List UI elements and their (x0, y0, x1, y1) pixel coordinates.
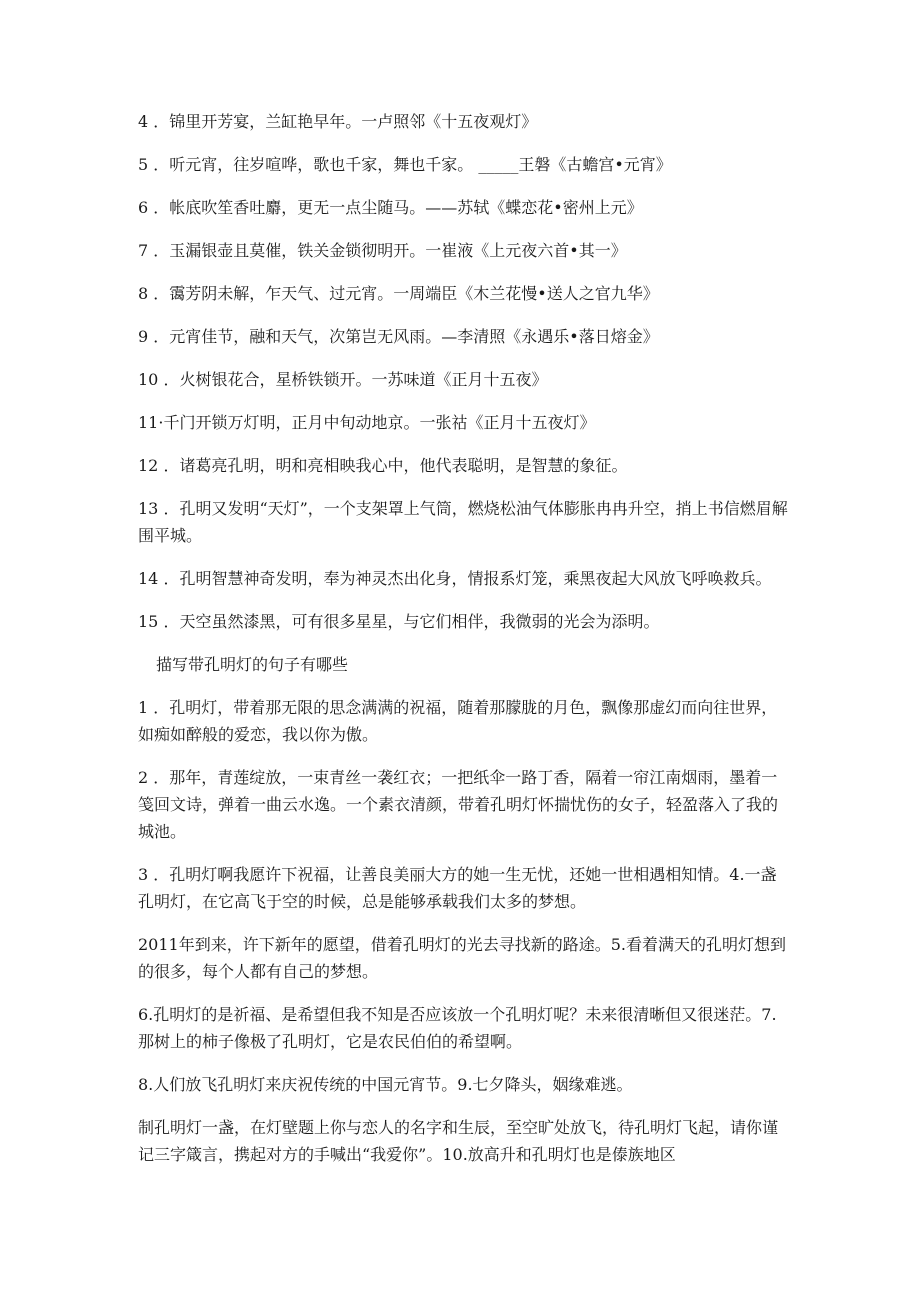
poem-line-6: 6 ．帐底吹笙香吐麝，更无一点尘随马。——苏轼《蝶恋花•密州上元》 (138, 198, 643, 217)
sentence-12: 12 ．诸葛亮孔明，明和亮相映我心中，他代表聪明，是智慧的象征。 (138, 456, 628, 475)
lantern-sentence-2: 2 ．那年，青莲绽放，一束青丝一袭红衣；一把纸伞一路丁香，隔着一帘江南烟雨，墨着一笺回文诗，弹着一曲云水逸。一个素衣清颜，带着孔明灯怀揣忧伤的女子，轻盈落入了我的城池。 (138, 768, 779, 841)
poem-line-7: 7 ．玉漏银壶且莫催，铁关金锁彻明开。一崔液《上元夜六首•其一》 (138, 241, 627, 260)
poem-line-11: 11·千门开锁万灯明，正月中旬动地京。一张祜《正月十五夜灯》 (138, 413, 596, 432)
poem-line-4: 4 ．锦里开芳宴，兰缸艳早年。一卢照邻《十五夜观灯》 (138, 112, 538, 131)
lantern-sentence-1: 1 ．孔明灯，带着那无限的思念满满的祝福，随着那朦胧的月色，飘像那虚幻而向往世界，如痴如醉般的爱恋，我以你为傲。 (138, 698, 778, 744)
sentence-15: 15 ．天空虽然漆黑，可有很多星星，与它们相伴，我微弱的光会为添明。 (138, 612, 660, 631)
poem-line-9: 9 ．元宵佳节，融和天气，次第岂无风雨。—李清照《永遇乐•落日熔金》 (138, 327, 659, 346)
poem-line-10: 10 ．火树银花合，星桥铁锁开。一苏味道《正月十五夜》 (138, 370, 548, 389)
lantern-sentence-7: 制孔明灯一盏，在灯壁题上你与恋人的名字和生辰，至空旷处放飞，待孔明灯飞起，请你谨记三字箴言，携起对方的手喊出“我爱你”。10.放高升和孔明灯也是傣族地区 (138, 1118, 779, 1164)
document-body (138, 108, 788, 1184)
section-heading: 描写带孔明灯的句子有哪些 (156, 655, 349, 674)
sentence-14: 14 ．孔明智慧神奇发明，奉为神灵杰出化身，情报系灯笼，乘黑夜起大风放飞呼唤救兵。 (138, 569, 772, 588)
lantern-sentence-3: 3 ．孔明灯啊我愿许下祝福，让善良美丽大方的她一生无忧，还她一世相遇相知情。4.一盏孔明灯，在它高飞于空的时候，总是能够承载我们太多的梦想。 (138, 865, 777, 911)
lantern-sentence-6: 8.人们放飞孔明灯来庆祝传统的中国元宵节。9.七夕降头，姻缘难逃。 (138, 1075, 633, 1094)
lantern-sentence-4: 2011年到来，许下新年的愿望，借着孔明灯的光去寻找新的路途。5.看着满天的孔明灯想到的很多，每个人都有自己的梦想。 (138, 935, 786, 981)
poem-line-5: 5 ．听元宵，往岁喧哗，歌也千家，舞也千家。 _____王磐《古蟾宫•元宵》 (138, 155, 672, 174)
lantern-sentence-5: 6.孔明灯的是祈福、是希望但我不知是否应该放一个孔明灯呢？未来很清晰但又很迷茫。7.那树上的柿子像极了孔明灯，它是农民伯伯的希望啊。 (138, 1005, 777, 1051)
poem-line-8: 8 ．霭芳阴未解，乍天气、过元宵。一周端臣《木兰花慢•送人之官九华》 (138, 284, 659, 303)
sentence-13: 13 ．孔明又发明“天灯”，一个支架罩上气筒，燃烧松油气体膨胀冉冉升空，捎上书信燃眉解围平城。 (138, 499, 788, 545)
